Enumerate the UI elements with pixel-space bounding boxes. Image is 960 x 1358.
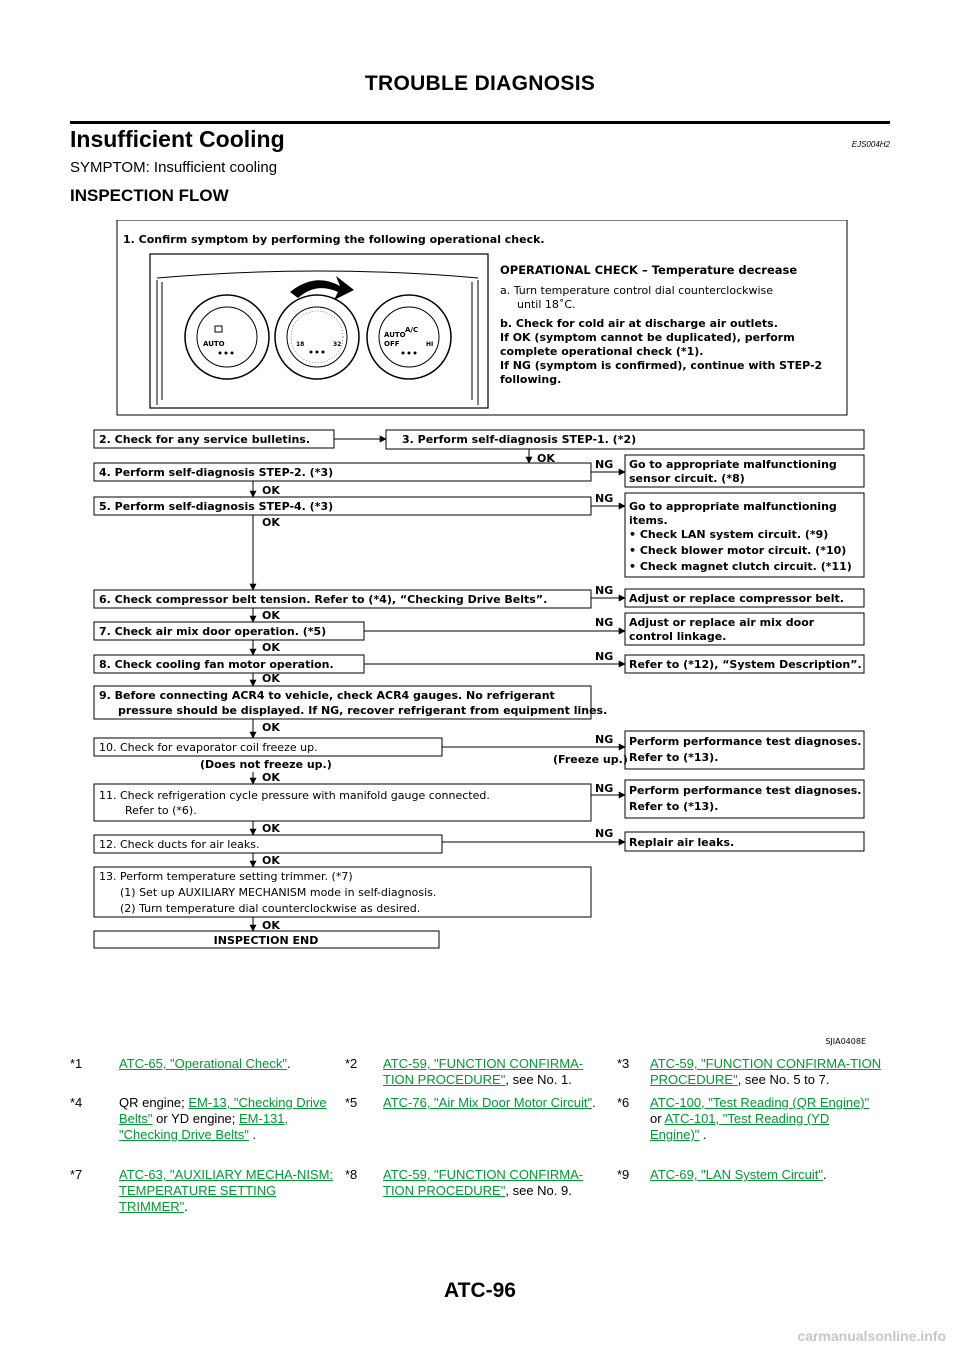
result8-text: Refer to (*12), “System Description”. xyxy=(629,658,862,671)
footnote-5: *5 ATC-76, "Air Mix Door Motor Circuit". xyxy=(345,1095,596,1110)
result11-text-a: Perform performance test diagnoses. xyxy=(629,784,862,797)
result10-text-b: Refer to (*13). xyxy=(629,751,719,764)
dial-left-auto: AUTO xyxy=(203,340,225,348)
section-title: Insufficient Cooling xyxy=(70,126,285,152)
watermark: carmanualsonline.info xyxy=(797,1328,946,1344)
dial-right-ac: A/C xyxy=(405,326,419,334)
op-check-b3: complete operational check (*1). xyxy=(500,345,704,358)
ok-label-6: OK xyxy=(262,609,280,622)
ok-label-11: OK xyxy=(262,822,280,835)
result12-text: Replair air leaks. xyxy=(629,836,735,849)
ok-label-7: OK xyxy=(262,641,280,654)
footnote-3: *3 ATC-59, "FUNCTION CONFIRMA-TION PROCEDURE", see No. 5 to 7. xyxy=(617,1056,882,1087)
dial-right-auto: AUTO xyxy=(384,331,406,339)
ok-label-10: OK xyxy=(262,771,280,784)
ok-label-4: OK xyxy=(262,484,280,497)
footnote-7: *7 ATC-63, "AUXILIARY MECHA-NISM: TEMPERATURE SETTING TRIMMER". xyxy=(70,1167,334,1214)
result5-text-b: items. xyxy=(629,514,668,527)
footnote-5-link[interactable]: ATC-76, "Air Mix Door Motor Circuit" xyxy=(383,1095,593,1110)
footnote-7-link[interactable]: ATC-63, "AUXILIARY MECHA-NISM: TEMPERATURE SETTING TRIMMER" xyxy=(119,1167,334,1214)
step3-text: 3. Perform self-diagnosis STEP-1. (*2) xyxy=(402,433,637,446)
symptom-text: SYMPTOM: Insufficient cooling xyxy=(70,159,278,176)
footnote-6-link-a[interactable]: ATC-100, "Test Reading (QR Engine)" xyxy=(650,1095,870,1110)
ng-label-8: NG xyxy=(595,650,614,663)
ok-label-3: OK xyxy=(537,452,555,465)
step13-text-b: (1) Set up AUXILIARY MECHANISM mode in self-diagnosis. xyxy=(120,886,437,899)
inspection-end-text: INSPECTION END xyxy=(213,934,319,947)
page-header-title: TROUBLE DIAGNOSIS xyxy=(364,72,596,95)
figure-id: SJIA0408E xyxy=(825,1037,866,1046)
ok-label-12: OK xyxy=(262,854,280,867)
result5-text-e: • Check magnet clutch circuit. (*11) xyxy=(629,560,852,573)
result11-text-b: Refer to (*13). xyxy=(629,800,719,813)
op-check-title: OPERATIONAL CHECK – Temperature decrease xyxy=(500,263,798,277)
step1-text: 1. Confirm symptom by performing the following operational check. xyxy=(123,233,545,246)
footnote-8-link[interactable]: ATC-59, "FUNCTION CONFIRMA-TION PROCEDURE" xyxy=(383,1167,584,1198)
step6-text: 6. Check compressor belt tension. Refer to (*4), “Checking Drive Belts”. xyxy=(99,593,548,606)
footnote-3-link[interactable]: ATC-59, "FUNCTION CONFIRMA-TION PROCEDURE" xyxy=(650,1056,882,1087)
step13-text-a: 13. Perform temperature setting trimmer. (*7) xyxy=(99,870,353,883)
result4-text-b: sensor circuit. (*8) xyxy=(629,472,745,485)
ng-label-4: NG xyxy=(595,458,614,471)
step7-text: 7. Check air mix door operation. (*5) xyxy=(99,625,327,638)
header-rule xyxy=(70,121,890,124)
result5-text-d: • Check blower motor circuit. (*10) xyxy=(629,544,847,557)
ng-label-10: NG xyxy=(595,733,614,746)
footnote-9-link[interactable]: ATC-69, "LAN System Circuit" xyxy=(650,1167,823,1182)
dial-right-hi: HI xyxy=(426,341,434,348)
result10-text-a: Perform performance test diagnoses. xyxy=(629,735,862,748)
step12-text: 12. Check ducts for air leaks. xyxy=(99,838,260,851)
ng-label-12: NG xyxy=(595,827,614,840)
step13-text-c: (2) Turn temperature dial counterclockwise as desired. xyxy=(120,902,421,915)
dial-temp-high: 32 xyxy=(333,341,342,348)
step5-text: 5. Perform self-diagnosis STEP-4. (*3) xyxy=(99,500,334,513)
result10-freeze-note: (Freeze up.) xyxy=(553,753,628,766)
op-check-a2: until 18˚C. xyxy=(517,298,576,311)
result6-text: Adjust or replace compressor belt. xyxy=(629,592,844,605)
ng-label-7: NG xyxy=(595,616,614,629)
dial-right-off: OFF xyxy=(384,340,400,348)
inspection-flow-heading: INSPECTION FLOW xyxy=(70,186,229,205)
footnote-6: *6 ATC-100, "Test Reading (QR Engine)" or ATC-101, "Test Reading (YD Engine)" . xyxy=(617,1095,870,1142)
step10-ok-note: (Does not freeze up.) xyxy=(200,758,332,771)
result7-text-b: control linkage. xyxy=(629,630,727,643)
op-check-a1: a. Turn temperature control dial counterclockwise xyxy=(500,284,774,297)
ng-label-11: NG xyxy=(595,782,614,795)
footnote-4-link-a[interactable]: EM-13, "Checking Drive Belts" xyxy=(119,1095,327,1126)
footnote-4: *4 QR engine; EM-13, "Checking Drive Belts" or YD engine; EM-131, "Checking Drive Belts" . xyxy=(70,1095,327,1142)
step2-text: 2. Check for any service bulletins. xyxy=(99,433,311,446)
ok-label-5: OK xyxy=(262,516,280,529)
ok-label-13: OK xyxy=(262,919,280,932)
ng-label-5: NG xyxy=(595,492,614,505)
result5-text-a: Go to appropriate malfunctioning xyxy=(629,500,837,513)
op-check-b4: If NG (symptom is confirmed), continue with STEP-2 xyxy=(500,359,823,372)
footnote-2: *2 ATC-59, "FUNCTION CONFIRMA-TION PROCEDURE", see No. 1. xyxy=(345,1056,584,1087)
step9-text-a: 9. Before connecting ACR4 to vehicle, check ACR4 gauges. No refrigerant xyxy=(99,689,555,702)
result4-text-a: Go to appropriate malfunctioning xyxy=(629,458,837,471)
step4-text: 4. Perform self-diagnosis STEP-2. (*3) xyxy=(99,466,334,479)
ok-label-8: OK xyxy=(262,672,280,685)
footnote-1: *1 ATC-65, "Operational Check". xyxy=(70,1056,291,1071)
inspection-flow-figure xyxy=(0,220,960,1050)
footnote-6-link-b[interactable]: ATC-101, "Test Reading (YD Engine)" xyxy=(650,1111,830,1142)
op-check-b2: If OK (symptom cannot be duplicated), perform xyxy=(500,331,795,344)
step11-text-b: Refer to (*6). xyxy=(125,804,197,817)
ng-label-6: NG xyxy=(595,584,614,597)
step9-text-b: pressure should be displayed. If NG, recover refrigerant from equipment lines. xyxy=(118,704,608,717)
footnote-2-link[interactable]: ATC-59, "FUNCTION CONFIRMA-TION PROCEDURE" xyxy=(383,1056,584,1087)
step10-text: 10. Check for evaporator coil freeze up. xyxy=(99,741,318,754)
dial-temp-low: 18 xyxy=(296,341,305,348)
ok-label-9: OK xyxy=(262,721,280,734)
control-panel-illustration xyxy=(150,254,488,408)
footnote-9: *9 ATC-69, "LAN System Circuit". xyxy=(617,1167,827,1182)
page-number: ATC-96 xyxy=(444,1279,516,1302)
step8-text: 8. Check cooling fan motor operation. xyxy=(99,658,334,671)
result7-text-a: Adjust or replace air mix door xyxy=(629,616,815,629)
result5-text-c: • Check LAN system circuit. (*9) xyxy=(629,528,829,541)
op-check-b1: b. Check for cold air at discharge air outlets. xyxy=(500,317,778,330)
footnote-4-link-b[interactable]: EM-131, "Checking Drive Belts" xyxy=(119,1111,289,1142)
footnote-8: *8 ATC-59, "FUNCTION CONFIRMA-TION PROCEDURE", see No. 9. xyxy=(345,1167,584,1198)
op-check-b5: following. xyxy=(500,373,562,386)
section-code: EJS004H2 xyxy=(851,140,890,149)
step11-text-a: 11. Check refrigeration cycle pressure with manifold gauge connected. xyxy=(99,789,490,802)
footnote-1-link[interactable]: ATC-65, "Operational Check" xyxy=(119,1056,287,1071)
